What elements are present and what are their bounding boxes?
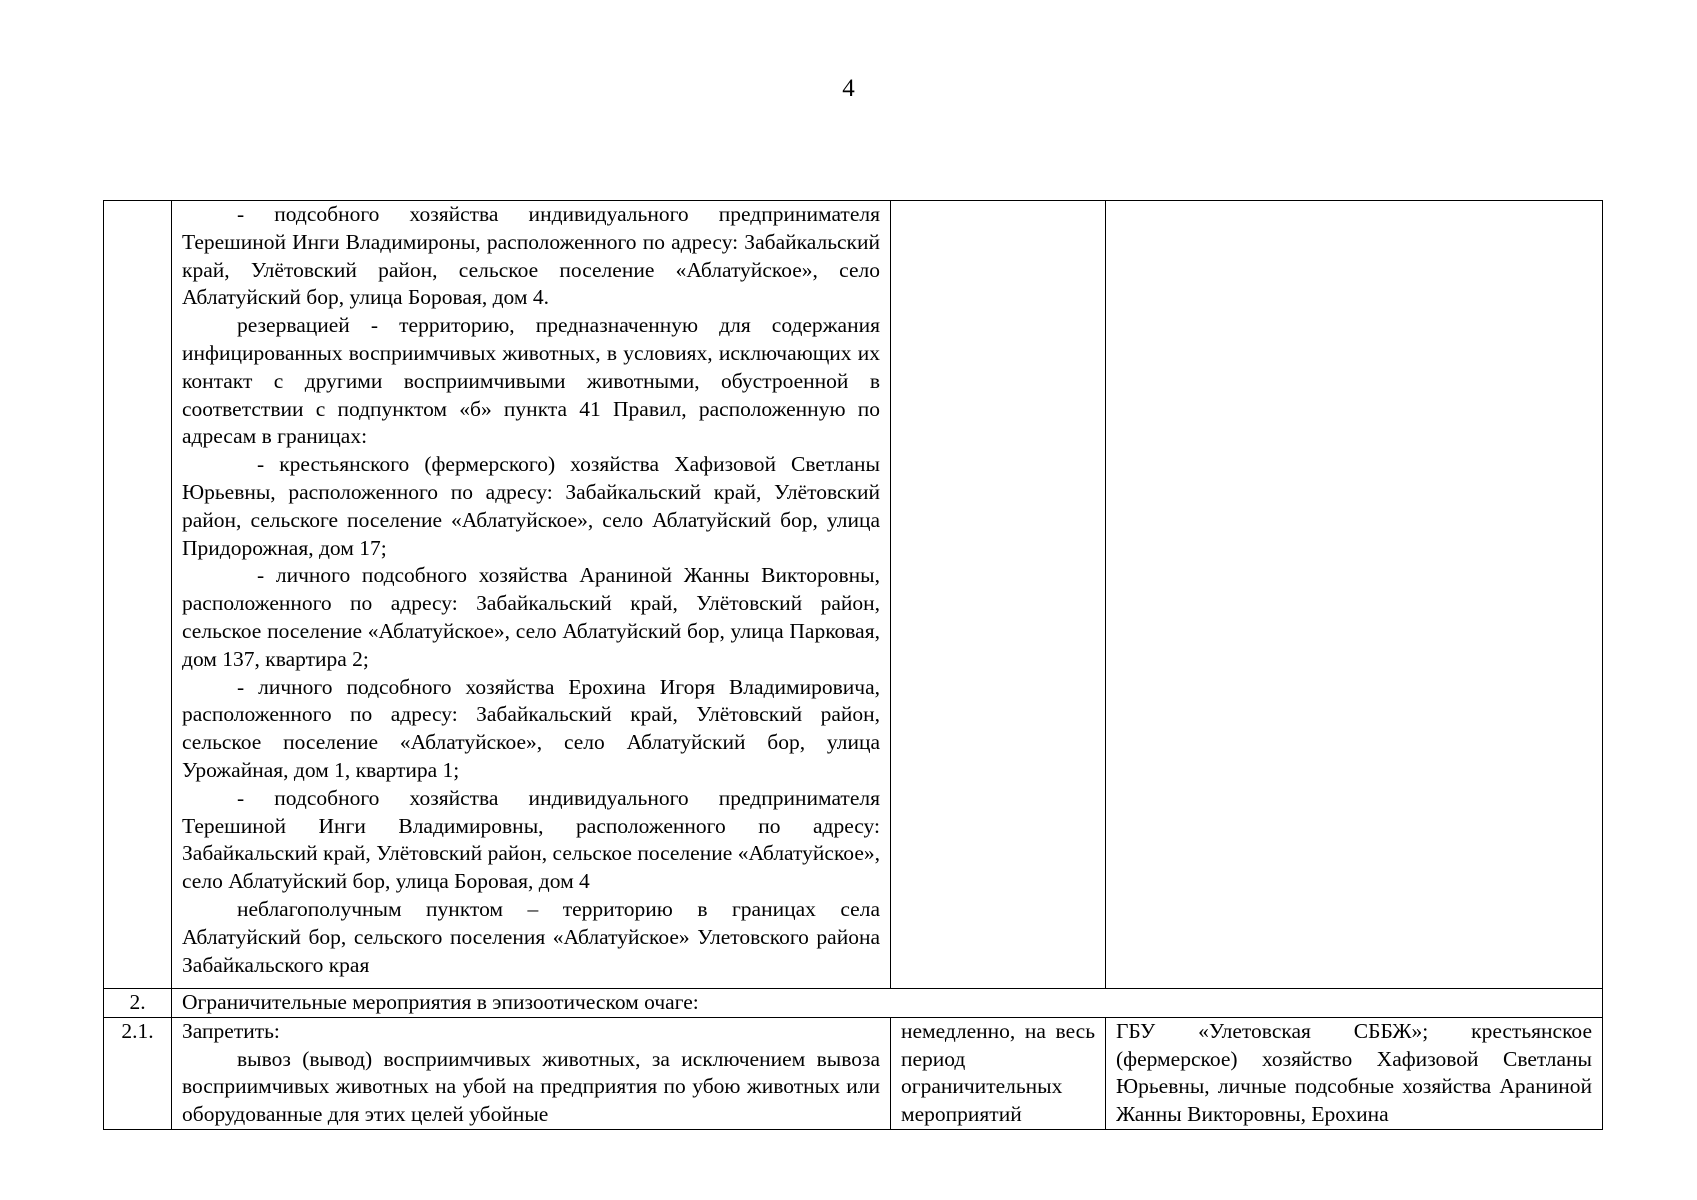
- measure-cell: [172, 1017, 891, 1129]
- paragraph-erokhin: - личного подсобного хозяйства Ерохина Игоря Владимировича, расположенного по адресу: Забайкальский край, Улётовский район, сельское поселение «Аблатуйское», село Аблатуйский бор, улица Урожайная, дом 1, квартира 1;: [182, 674, 880, 782]
- responsible-cell: [1106, 201, 1603, 989]
- prohibit-heading: Запретить:: [182, 1018, 280, 1043]
- measures-table: [103, 200, 1603, 1130]
- deadline-cell: [891, 1017, 1106, 1129]
- page-number: 4: [842, 75, 855, 102]
- responsible-cell: [1106, 1017, 1603, 1129]
- table-row-2-1: [104, 1017, 1603, 1129]
- section-heading-cell: Ограничительные мероприятия в эпизоотическом очаге:: [172, 989, 1603, 1018]
- responsible-text: ГБУ «Улетовская СББЖ»; крестьянское (фермерское) хозяйство Хафизовой Светланы Юрьевны, личные подсобные хозяйства Араниной Жанны Викторовны, Ерохина: [1116, 1018, 1592, 1127]
- row-number-cell: 2.1.: [104, 1017, 172, 1129]
- row-number-cell: 2.: [104, 989, 172, 1018]
- deadline-text: немедленно, на весь период ограничительных мероприятий: [901, 1018, 1095, 1127]
- paragraph-khafizova: - крестьянского (фермерского) хозяйства Хафизовой Светланы Юрьевны, расположенного по адресу: Забайкальский край, Улётовский район, сельскоге поселение «Аблатуйское», село Аблатуйский бор, улица Придорожная, дом 17;: [182, 452, 880, 560]
- table-row-continued: [104, 201, 1603, 989]
- paragraph-unfavorable-point: неблагополучным пунктом – территорию в границах села Аблатуйский бор, сельского поселения «Аблатуйское» Улетовского района Забайкальского края: [182, 896, 880, 977]
- paragraph-reservation: резервацией - территорию, предназначенную для содержания инфицированных восприимчивых животных, в условиях, исключающих их контакт с другими восприимчивыми животными, обустроенной в соответствии с подпунктом «б» пункта 41 Правил, расположенную по адресам в границах:: [182, 313, 880, 449]
- paragraph-aranina: - личного подсобного хозяйства Араниной Жанны Викторовны, расположенного по адресу: Забайкальский край, Улётовский район, сельское поселение «Аблатуйское», село Аблатуйский бор, улица Парковая, дом 137, квартира 2;: [182, 563, 880, 671]
- deadline-cell: [891, 201, 1106, 989]
- table-row-2: [104, 989, 1603, 1018]
- prohibit-paragraph: вывоз (вывод) восприимчивых животных, за исключением вывоза восприимчивых животных на убой на предприятия по убою животных или оборудованные для этих целей убойные: [182, 1046, 880, 1127]
- paragraph-tereshina-1: - подсобного хозяйства индивидуального предпринимателя Терешиной Инги Владимироны, расположенного по адресу: Забайкальский край, Улётовский район, сельское поселение «Аблатуйское», село Аблатуйский бор, улица Боровая, дом 4.: [182, 202, 880, 310]
- paragraph-tereshina-2: - подсобного хозяйства индивидуального предпринимателя Терешиной Инги Владимировны, расположенного по адресу: Забайкальский край, Улётовский район, сельское поселение «Аблатуйское», село Аблатуйский бор, улица Боровая, дом 4: [182, 785, 880, 894]
- measure-cell: [172, 201, 891, 989]
- row-number-cell: [104, 201, 172, 989]
